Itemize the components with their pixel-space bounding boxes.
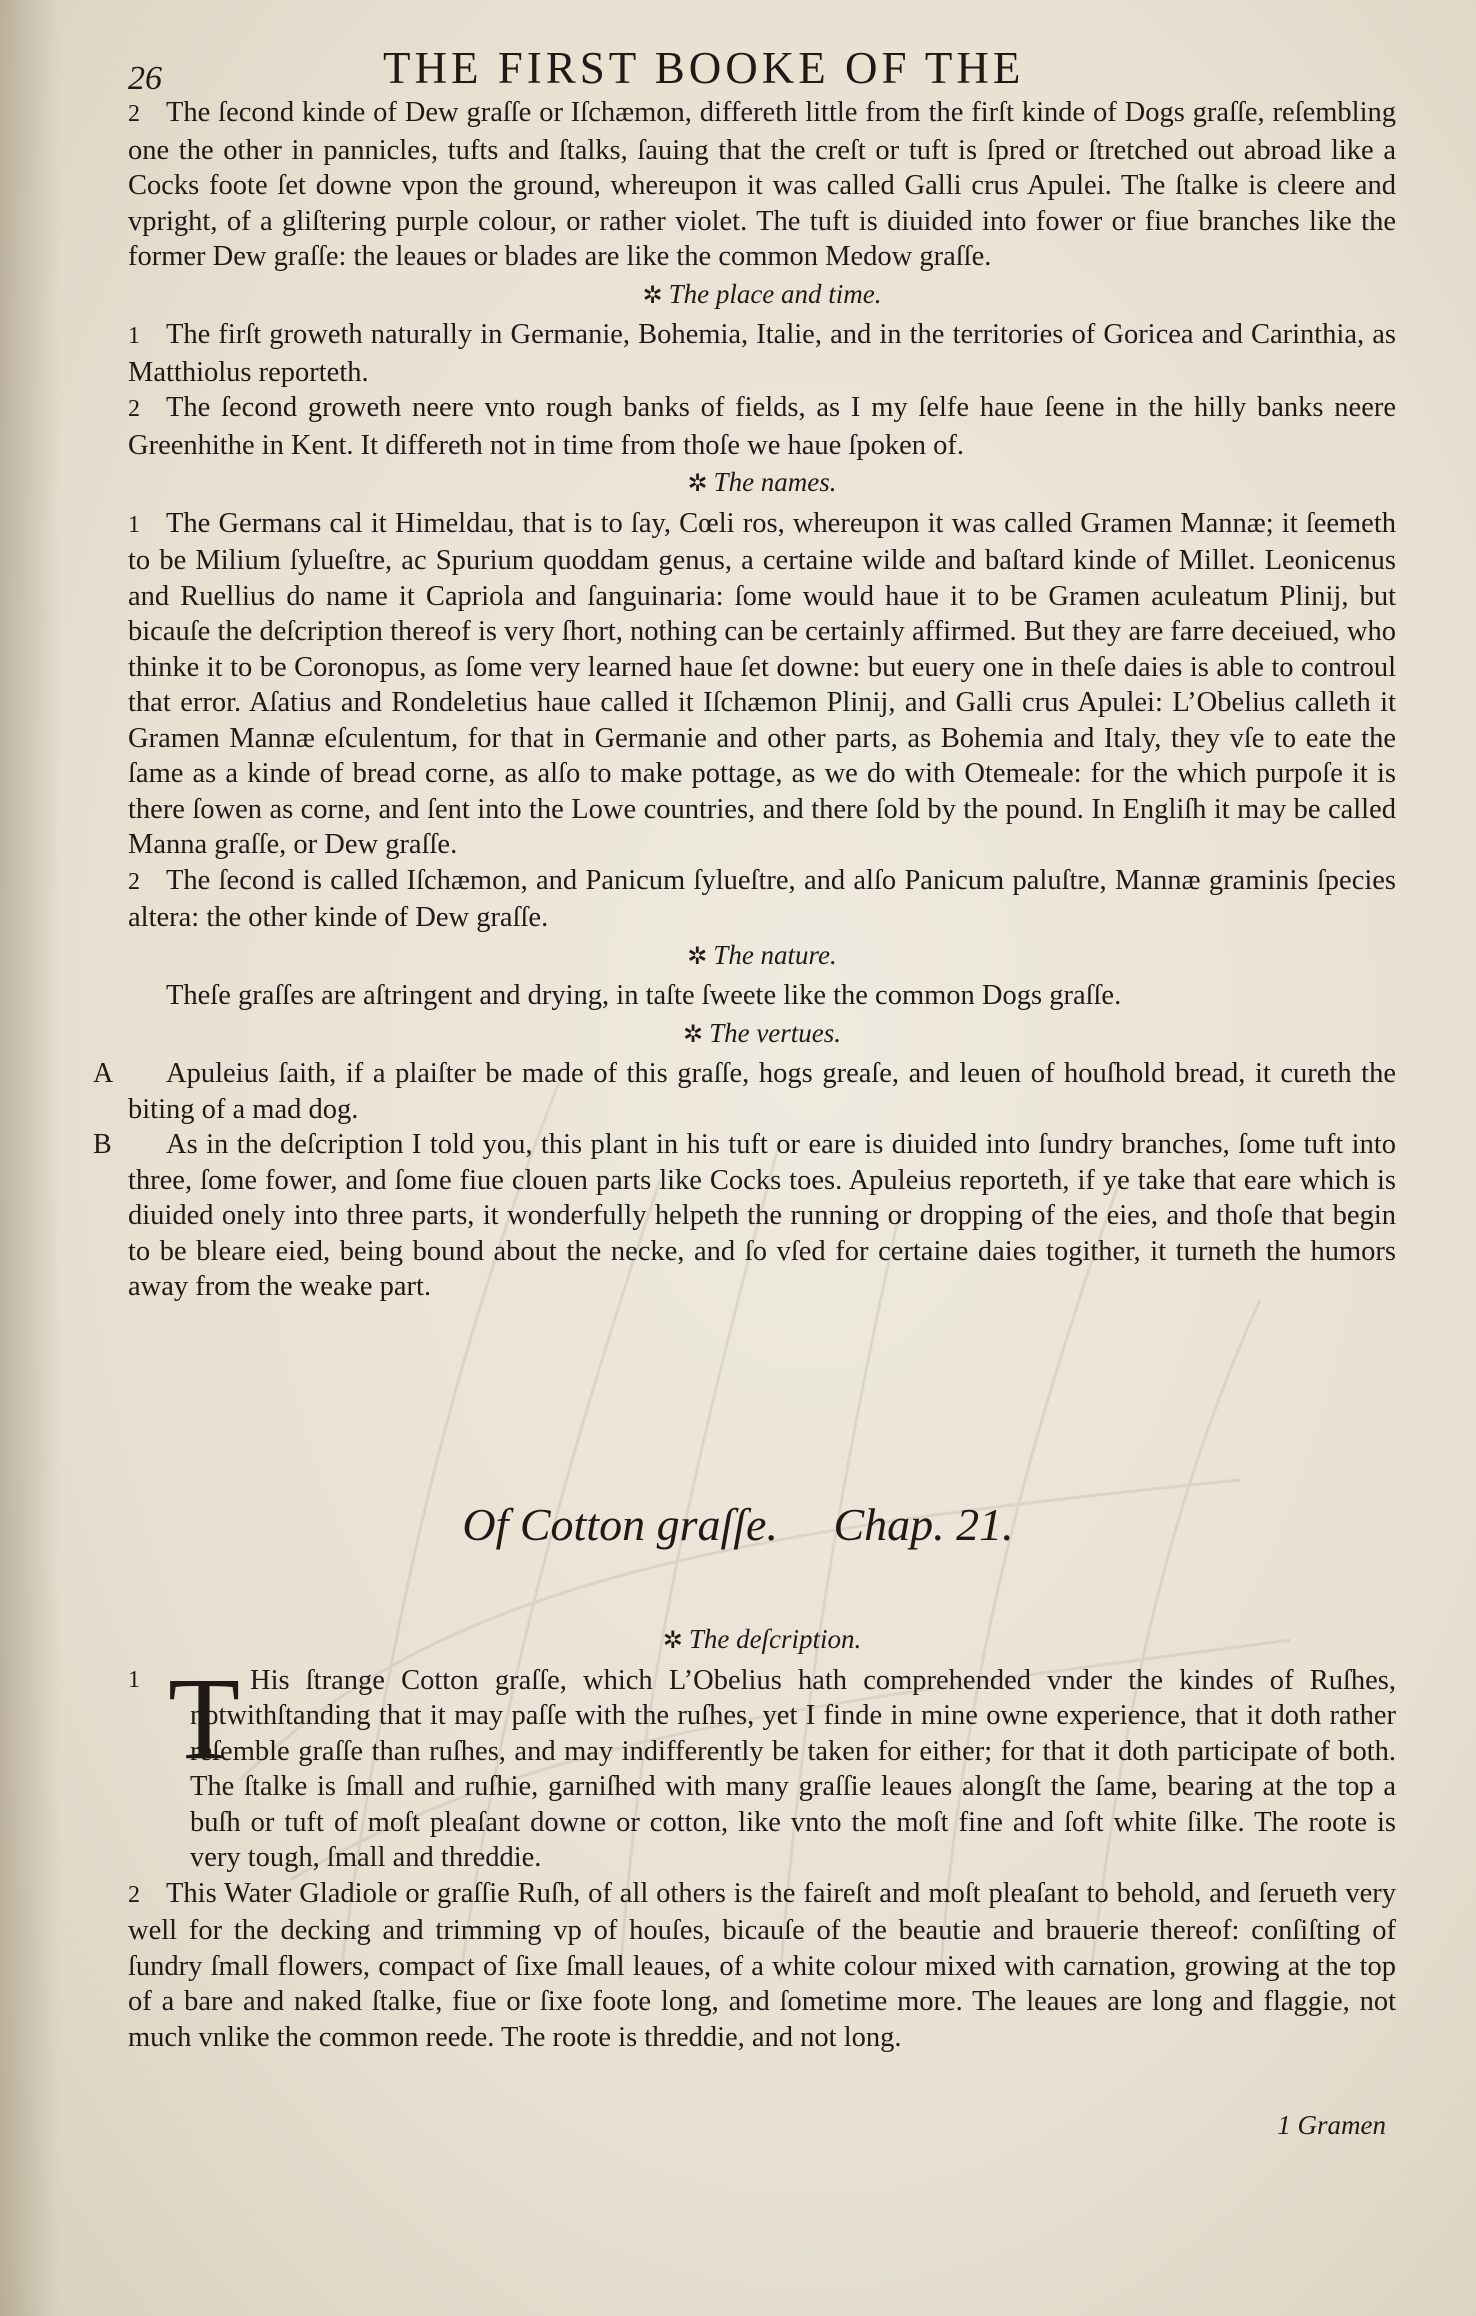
paragraph-description-2	[128, 95, 1396, 275]
chapter-title: Of Cotton graſſe.	[462, 1499, 778, 1550]
page-header	[128, 42, 1416, 102]
paragraph-nature: Theſe graſſes are aſtringent and drying, in taſte ſweete like the common Dogs graſſe.	[166, 980, 1122, 1011]
chapter-heading	[0, 1498, 1476, 1551]
paragraph-text: The ſecond is called Iſchæmon, and Panicum ſylueſtre, and alſo Panicum paluſtre, Mannæ graminis ſpecies altera: the other kinde of Dew graſſe.	[128, 864, 1396, 933]
paragraph-number: 1	[128, 323, 140, 349]
chapter-number: Chap. 21.	[833, 1499, 1014, 1550]
paragraph-number: 2	[128, 396, 140, 422]
asterism-icon: ✲	[642, 282, 663, 309]
subheading-names: ✲ The names.	[687, 467, 837, 497]
paragraph-names-1	[128, 506, 1396, 863]
paragraph-vertue-b: As in the deſcription I told you, this plant in his tuft or eare is diuided into ſundry branches, ſome tuft into three, ſome fower, and ſome fiue clouen parts like Cocks toes. Apuleius reporteth, if ye take that eare which is diuided onely into three parts, it wonderfully helpeth the running or dropping of the eies, and thoſe that begin to be bleare eied, being bound about the necke, and ſo vſed for certaine daies togither, it turneth the humors away from the weake part.	[128, 1129, 1396, 1302]
running-title: THE FIRST BOOKE OF THE	[383, 43, 1025, 93]
page-gutter-shadow	[0, 0, 60, 2316]
asterism-icon: ✲	[682, 1021, 704, 1048]
subheading-nature: ✲ The nature.	[687, 939, 837, 970]
paragraph-number: 2	[128, 1881, 140, 1908]
paragraph-text: His ſtrange Cotton graſſe, which L’Obelius hath comprehended vnder the kindes of Ruſhes, notwithſtanding that it may paſſe with the ruſhes, yet I finde in mine owne experience, that it doth rather reſemble graſſe than ruſhes, and may indifferently be taken for either; for that it doth participate of both. The ſtalke is ſmall and ruſhie, garniſhed with many graſſie leaues alongſt the ſame, bearing at the top a buſh or tuft of moſt pleaſant downe or cotton, like vnto the moſt fine and ſoft white ſilke. The roote is very tough, ſmall and threddie.	[190, 1664, 1396, 1873]
subheading-vertues: ✲ The vertues.	[682, 1017, 842, 1048]
paragraph-cotton-description-1	[128, 1652, 1396, 1876]
section-dew-grass	[93, 95, 1396, 1305]
catchword: 1 Gramen	[1277, 2110, 1386, 2140]
page-number: 26	[128, 60, 162, 97]
asterism-icon: ✲	[687, 471, 708, 497]
paragraph-names-2	[128, 863, 1396, 936]
paragraph-text: The firſt groweth naturally in Germanie, Bohemia, Italie, and in the territories of Goricea and Carinthia, as Matthiolus reporteth.	[128, 319, 1396, 388]
paragraph-number: 2	[128, 868, 140, 895]
paragraph-text: The ſecond kinde of Dew graſſe or Iſchæmon, differeth little from the firſt kinde of Dogs graſſe, reſembling one the other in pannicles, tufts and ſtalks, ſauing that the creſt or tuft is ſpred or ſtretched out abroad like a Cocks foote ſet downe vpon the ground, whereupon it was called Galli crus Apulei. The ſtalke is cleere and vpright, of a gliſtering purple colour, or rather violet. The tuft is diuided into fower or fiue branches like the former Dew graſſe: the leaues or blades are like the common Medow graſſe.	[128, 97, 1396, 272]
paragraph-text: This Water Gladiole or graſſie Ruſh, of all others is the faireſt and moſt pleaſant to behold, and ſerueth very well for the decking and trimming vp of houſes, bicauſe of the beautie and brauerie thereof: conſiſting of ſundry ſmall flowers, compact of ſixe ſmall leaues, of a white colour mixed with carnation, growing at the top of a bare and naked ſtalke, fiue or ſixe foote long, and ſometime more. The leaues are long and flaggie, not much vnlike the common reede. The roote is threddie, and not long.	[128, 1877, 1396, 2053]
paragraph-number: 1	[128, 511, 140, 538]
asterism-icon: ✲	[687, 943, 708, 970]
margin-letter-a: A	[93, 1058, 114, 1089]
paragraph-number: 1	[128, 1666, 140, 1693]
vertue-a	[93, 1056, 1396, 1127]
margin-letter-b: B	[93, 1129, 112, 1160]
subheading-place-and-time: ✲ The place and time.	[642, 278, 882, 309]
paragraph-number: 2	[128, 101, 140, 127]
paragraph-place-2	[128, 390, 1396, 463]
paragraph-place-1	[128, 317, 1396, 390]
paragraph-vertue-a: Apuleius ſaith, if a plaiſter be made of this graſſe, hogs greaſe, and leuen of houſhold bread, it cureth the biting of a mad dog.	[128, 1058, 1396, 1125]
paragraph-cotton-description-2	[128, 1876, 1396, 2056]
section-cotton-grass	[128, 1620, 1396, 2055]
subheading-description: ✲ The deſcription.	[662, 1624, 862, 1654]
drop-cap: T	[168, 1652, 241, 1784]
vertue-b	[93, 1127, 1396, 1305]
paragraph-text: The ſecond groweth neere vnto rough banks of fields, as I my ſelfe haue ſeene in the hilly banks neere Greenhithe in Kent. It differeth not in time from thoſe we haue ſpoken of.	[128, 392, 1396, 461]
paragraph-text: The Germans cal it Himeldau, that is to ſay, Cœli ros, whereupon it was called Gramen Mannæ; it ſeemeth to be Milium ſylueſtre, ac Spurium quoddam genus, a certaine wilde and baſtard kinde of Millet. Leonicenus and Ruellius do name it Capriola and ſanguinaria: ſome would haue it to be Gramen aculeatum Plinij, but bicauſe the deſcription thereof is very ſhort, nothing can be certainly affirmed. But they are farre deceiued, who thinke it to be Coronopus, as ſome very learned haue ſet downe: but euery one in theſe daies is able to controul that error. Aſatius and Rondeletius haue called it Iſchæmon Plinij, and Galli crus Apulei: L’Obelius calleth it Gramen Mannæ eſculentum, for that in Germanie and other parts, as Bohemia and Italy, they vſe to eate the ſame as a kinde of bread corne, as alſo to make pottage, as we do with Otemeale: for the which purpoſe it is there ſowen as corne, and ſent into the Lowe countries, and there ſold by the pound. In Engliſh it may be called Manna graſſe, or Dew graſſe.	[128, 507, 1396, 860]
asterism-icon: ✲	[662, 1628, 683, 1654]
